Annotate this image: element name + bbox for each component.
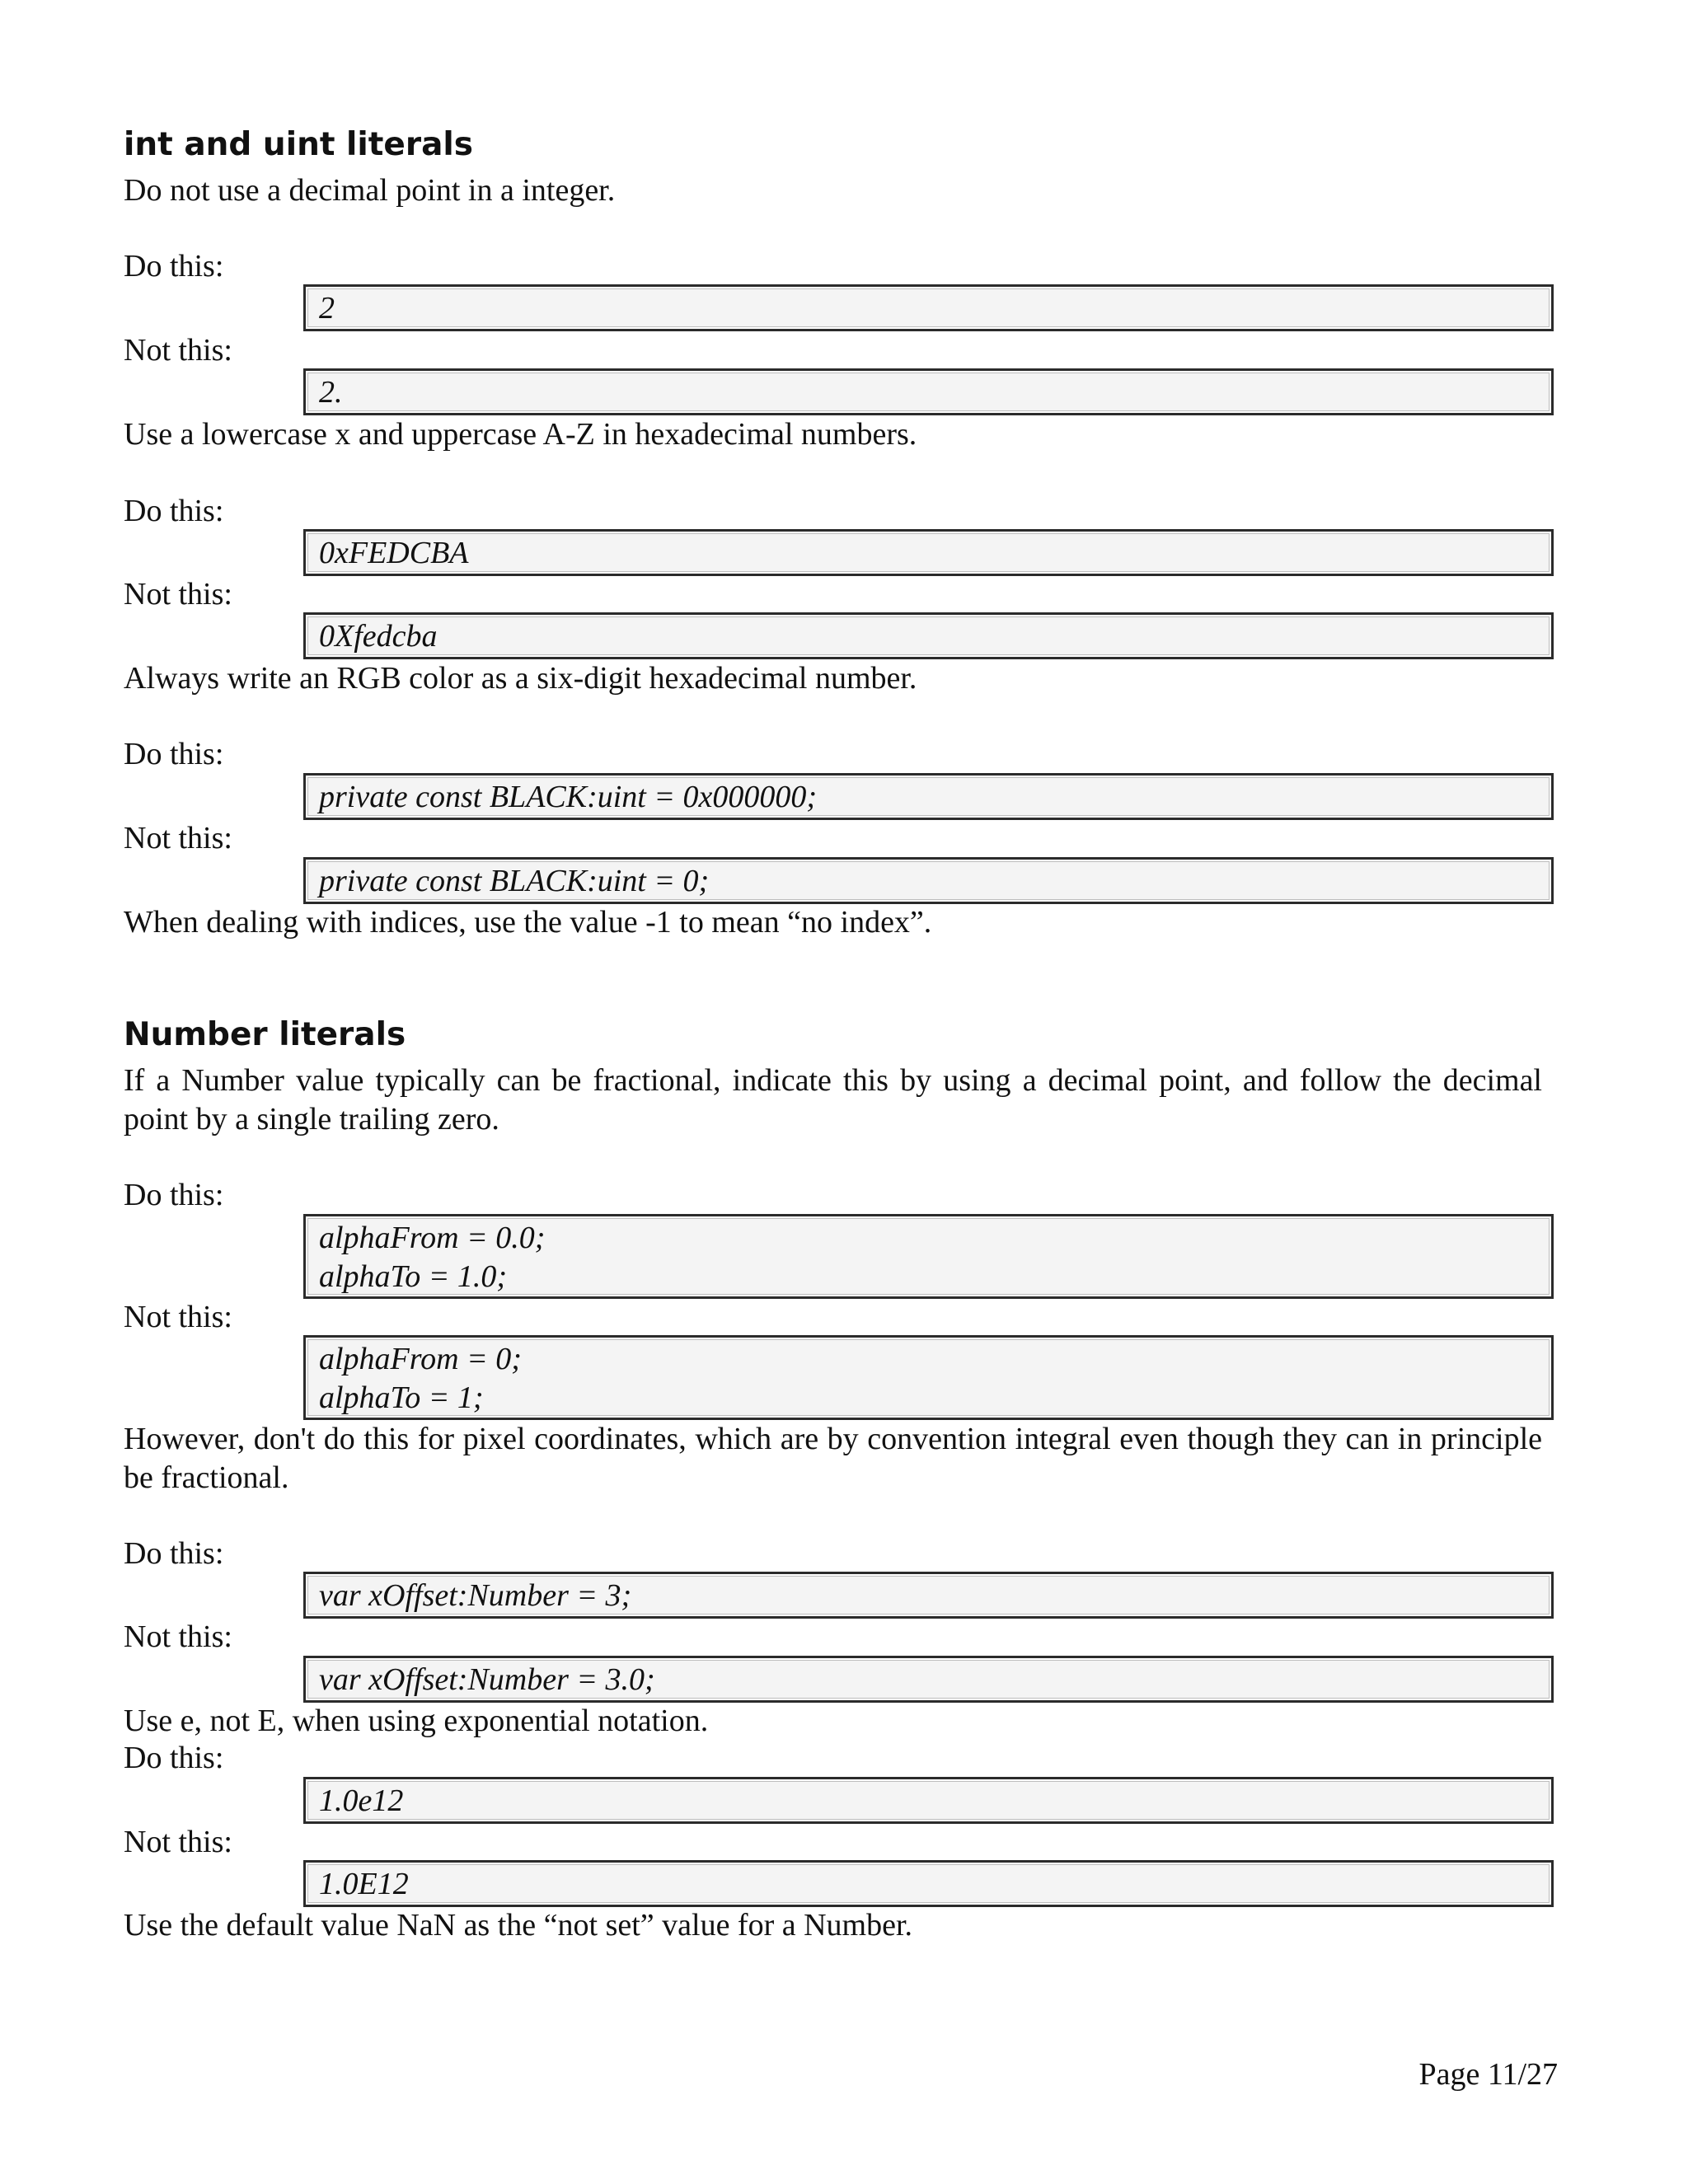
code-line: 2.	[319, 375, 343, 410]
do-this-label: Do this:	[124, 1536, 224, 1571]
do-this-label: Do this:	[124, 1741, 224, 1775]
code-line: private const BLACK:uint = 0;	[319, 864, 710, 898]
not-this-label: Not this:	[124, 821, 232, 855]
paragraph-no-index: When dealing with indices, use the value -1 to mean “no index”.	[124, 905, 932, 940]
code-example-not	[303, 612, 1554, 659]
code-example-do	[303, 284, 1554, 331]
code-example-not	[303, 1656, 1554, 1703]
code-line: alphaTo = 1;	[319, 1380, 484, 1415]
do-this-label: Do this:	[124, 1178, 224, 1212]
code-line: var xOffset:Number = 3.0;	[319, 1662, 655, 1697]
not-this-label: Not this:	[124, 577, 232, 612]
section-heading-int-uint: int and uint literals	[124, 126, 474, 163]
code-line: alphaFrom = 0.0;	[319, 1221, 546, 1255]
code-line: 2	[319, 291, 335, 326]
section-heading-number-literals: Number literals	[124, 1016, 406, 1053]
not-this-label: Not this:	[124, 1619, 232, 1654]
code-line: alphaFrom = 0;	[319, 1342, 522, 1376]
paragraph-rgb-color: Always write an RGB color as a six-digit hexadecimal number.	[124, 661, 917, 696]
code-example-do	[303, 773, 1554, 820]
do-this-label: Do this:	[124, 494, 224, 528]
paragraph-fractional: If a Number value typically can be fractional, indicate this by using a decimal point, and follow the decimal point by a single trailing zero.	[124, 1063, 1542, 1137]
code-line: 0Xfedcba	[319, 619, 438, 654]
code-example-do	[303, 529, 1554, 576]
code-line: 0xFEDCBA	[319, 536, 469, 570]
code-example-not	[303, 1860, 1554, 1907]
not-this-label: Not this:	[124, 333, 232, 368]
paragraph-hex-case: Use a lowercase x and uppercase A-Z in hexadecimal numbers.	[124, 417, 917, 452]
do-this-label: Do this:	[124, 249, 224, 284]
code-example-not	[303, 1335, 1554, 1420]
code-example-do	[303, 1777, 1554, 1824]
page-number: Page 11/27	[1418, 2057, 1558, 2092]
paragraph-no-decimal: Do not use a decimal point in a integer.	[124, 173, 616, 208]
code-line: var xOffset:Number = 3;	[319, 1578, 632, 1613]
code-line: 1.0e12	[319, 1783, 404, 1818]
code-example-do	[303, 1214, 1554, 1299]
code-line: private const BLACK:uint = 0x000000;	[319, 780, 818, 814]
paragraph-pixel-coordinates: However, don't do this for pixel coordinates, which are by convention integral even though they can in principle be fractional.	[124, 1422, 1542, 1495]
do-this-label: Do this:	[124, 737, 224, 771]
code-line: alphaTo = 1.0;	[319, 1259, 507, 1294]
code-example-not	[303, 857, 1554, 904]
not-this-label: Not this:	[124, 1300, 232, 1334]
code-example-not	[303, 368, 1554, 415]
paragraph-nan-default: Use the default value NaN as the “not set” value for a Number.	[124, 1908, 913, 1943]
code-example-do	[303, 1572, 1554, 1619]
code-line: 1.0E12	[319, 1867, 409, 1901]
paragraph-exponential: Use e, not E, when using exponential notation.	[124, 1704, 709, 1738]
not-this-label: Not this:	[124, 1825, 232, 1859]
